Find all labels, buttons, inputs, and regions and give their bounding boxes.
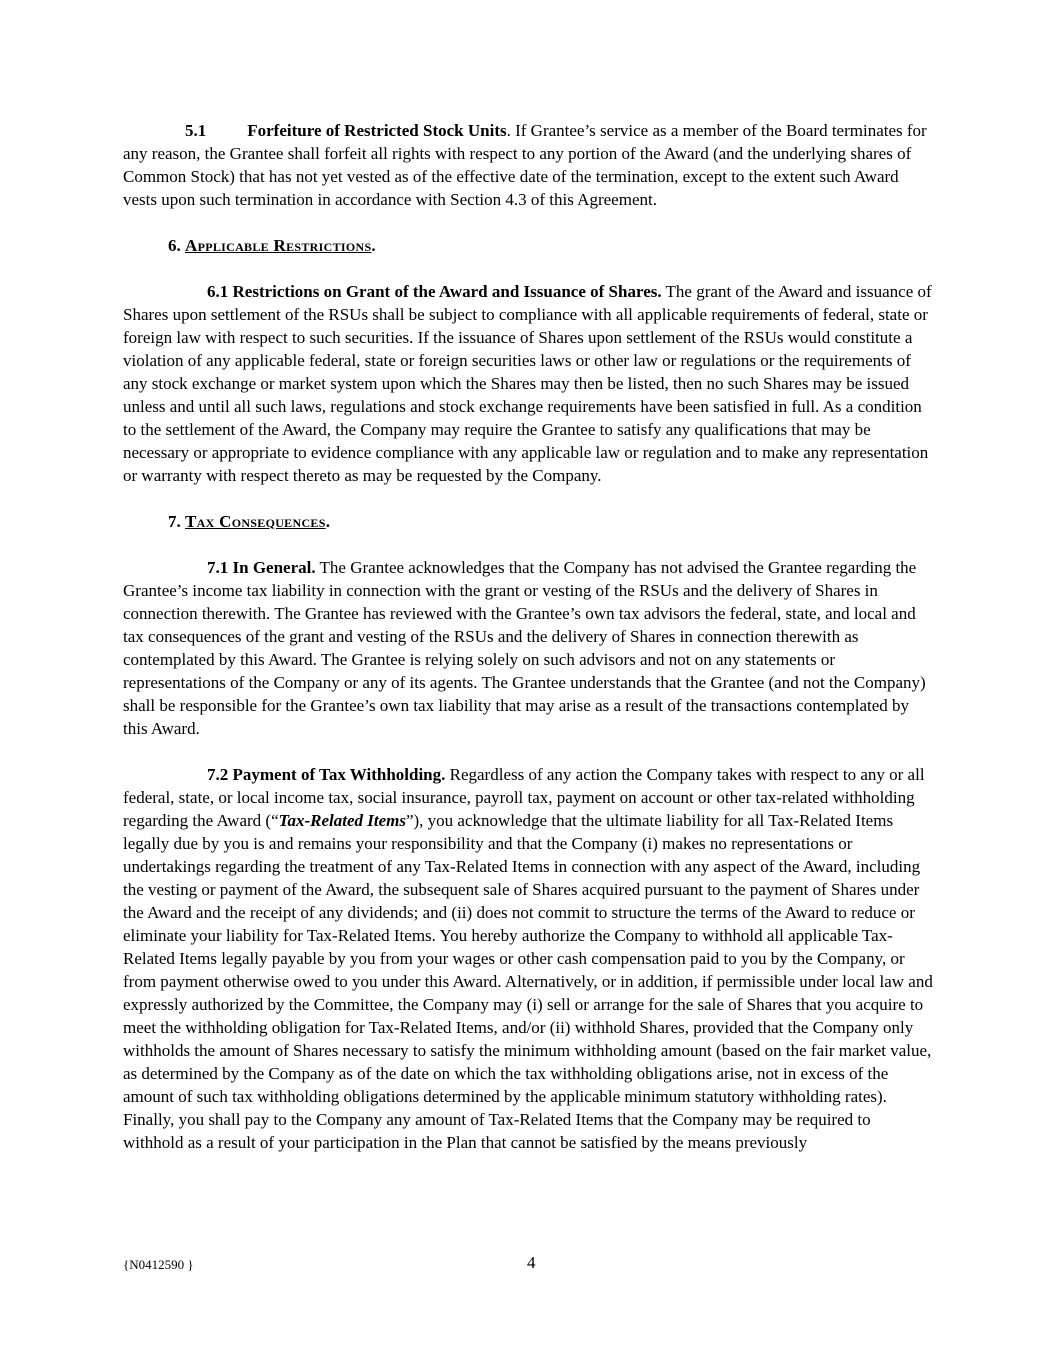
para-6-1 [123,280,933,487]
heading-6-title: Applicable Restrictions [185,236,372,255]
para-5-1-number: 5.1 [185,121,207,140]
heading-6-number: 6. [168,236,181,255]
para-7-1-body: The Grantee acknowledges that the Company has not advised the Grantee regarding the Grantee’s income tax liability in connection with the grant or vesting of the RSUs and the delivery of Shares in connection therewith. The Grantee has reviewed with the Grantee’s own tax advisors the federal, state, and local and tax consequences of the grant and vesting of the RSUs and the delivery of Shares in connection therewith as contemplated by this Award. The Grantee is relying solely on such advisors and not on any statements or representations of the Company or any of its agents. The Grantee understands that the Grantee (and not the Company) shall be responsible for the Grantee’s own tax liability that may arise as a result of the transactions contemplated by this Award. [123,558,926,738]
para-7-2-body-2: ”), you acknowledge that the ultimate liability for all Tax-Related Items legally due by you is and remains your responsibility and that the Company (i) makes no representations or undertakings regarding the treatment of any Tax-Related Items in connection with any aspect of the Award, including the vesting or payment of the Award, the subsequent sale of Shares acquired pursuant to the payment of Shares under the Award and the receipt of any dividends; and (ii) does not commit to structure the terms of the Award to reduce or eliminate your liability for Tax-Related Items. You hereby authorize the Company to withhold all applicable Tax-Related Items legally payable by you from your wages or other cash compensation paid to you by the Company, or from payment otherwise owed to you under this Award. Alternatively, or in addition, if permissible under local law and expressly authorized by the Committee, the Company may (i) sell or arrange for the sale of Shares that you acquire to meet the withholding obligation for Tax-Related Items, and/or (ii) withhold Shares, provided that the Company only withholds the amount of Shares necessary to satisfy the minimum withholding amount (based on the fair market value, as determined by the Company as of the date on which the tax withholding obligations arise, not in excess of the amount of such tax withholding obligations determined by the applicable minimum statutory withholding rates). Finally, you shall pay to the Company any amount of Tax-Related Items that the Company may be required to withhold as a result of your participation in the Plan that cannot be satisfied by the means previously [123,811,933,1152]
para-6-1-lead: 6.1 Restrictions on Grant of the Award and Issuance of Shares. [207,282,662,301]
para-7-1 [123,556,933,740]
page-number: 4 [527,1253,536,1272]
heading-7-lead [168,512,330,531]
para-5-1-body: . If Grantee’s service as a member of the Board terminates for any reason, the Grantee shall forfeit all rights with respect to any portion of the Award (and the underlying shares of Common Stock) that has not yet vested as of the effective date of the termination, except to the extent such Award vests upon such termination in accordance with Section 4.3 of this Agreement. [123,121,927,209]
para-5-1-lead [185,121,507,140]
heading-7-period: . [325,512,330,531]
para-7-2-body-1: Regardless of any action the Company takes with respect to any or all federal, state, or local income tax, social insurance, payroll tax, payment on account or other tax-related withholding regarding the Award (“ [123,765,925,830]
heading-7 [123,510,933,533]
para-6-1-body: The grant of the Award and issuance of Shares upon settlement of the RSUs shall be subject to compliance with all applicable requirements of federal, state or foreign law with respect to such securities. If the issuance of Shares upon settlement of the RSUs would constitute a violation of any applicable federal, state or foreign securities laws or other law or regulations or the requirements of any stock exchange or market system upon which the Shares may then be listed, then no such Shares may be issued unless and until all such laws, regulations and stock exchange requirements have been satisfied in full. As a condition to the settlement of the Award, the Company may require the Grantee to satisfy any qualifications that may be necessary or appropriate to evidence compliance with any applicable law or regulation and to make any representation or warranty with respect thereto as may be requested by the Company. [123,282,932,485]
para-7-2 [123,763,933,1154]
heading-6 [123,234,933,257]
para-5-1 [123,119,933,211]
page-footer [123,1253,930,1277]
document-content [123,119,933,1177]
para-5-1-title: Forfeiture of Restricted Stock Units [247,121,507,140]
para-7-2-defined-term: Tax-Related Items [278,811,406,830]
document-id: {N0412590 } [123,1257,194,1272]
heading-6-period: . [371,236,376,255]
heading-7-title: Tax Consequences [185,512,326,531]
heading-6-lead [168,236,376,255]
para-7-1-lead: 7.1 In General. [207,558,316,577]
heading-7-number: 7. [168,512,181,531]
para-7-2-lead: 7.2 Payment of Tax Withholding. [207,765,446,784]
